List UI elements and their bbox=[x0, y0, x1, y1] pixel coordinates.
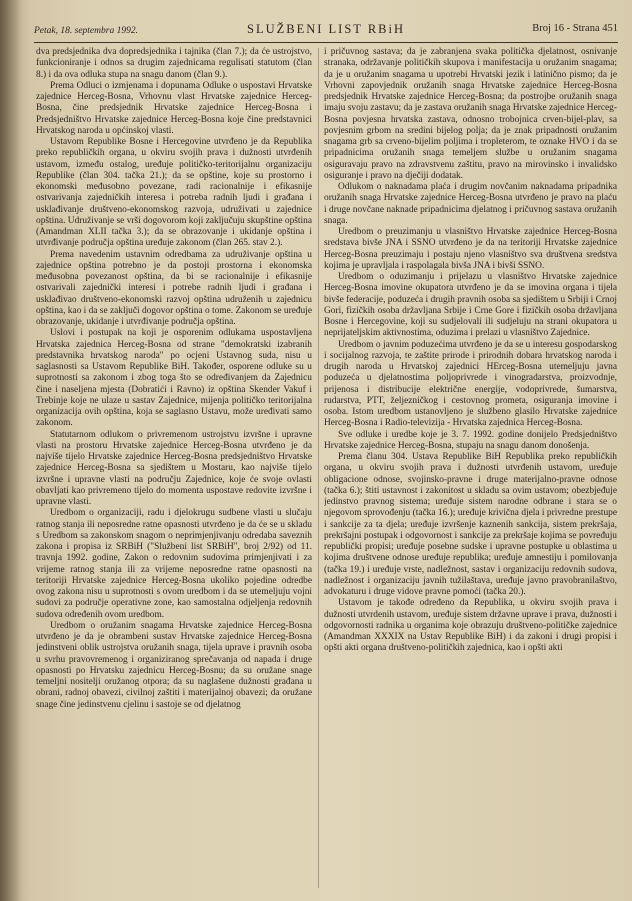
paragraph: Sve odluke i uredbe koje je 3. 7. 1992. godine donijelo Predsjedništvo Hrvatske zajednice Herceg-Bosna, stupaju na snagu danom donošenja. bbox=[324, 429, 617, 451]
header-date: Petak, 18. septembra 1992. bbox=[34, 26, 138, 36]
paragraph: Prema Odluci o izmjenama i dopunama Odluke o uspostavi Hrvatske zajednice Herceg-Bosna, Vrhovnu vlast Hrvatske zajednice Herceg-Bosna, čine predsjednik Hrvatske zajednice Herceg-Bosna i Predsjedništvo Hrvatske zajednice Herceg-Bosna koje čine predstavnici Hrvatskog naroda u općinskoj vlasti. bbox=[36, 80, 312, 136]
header-rule bbox=[34, 42, 618, 43]
column-divider bbox=[318, 48, 319, 888]
paragraph: Prema navedenim ustavnim odredbama za udruživanje opština u zajednice opština potrebno je da postoji prostorna i ekonomska međusobna povezanost opština, da bi se racionalnije i efikasnije ostvarivali zajednički interesi i potrebe radnih ljudi i građana i usklađivao društveno-ekonomski razvoj opština udruženih u zajednicu opština, kao i da se zaključi dogovor opština o tome. Zakonom se uređuje obrazovanje, ukidanje i utvrđivanje područja opština. bbox=[36, 249, 312, 327]
paragraph: Uredbom o javnim poduzećima utvrđeno je da se u interesu gospodarskog i socijalnog razvoja, te zaštite prirode i prirodnih dobara hrvatskog naroda i drugih naroda u Hrvatskoj zajednici HErceg-Bosna utemeljuju javna poduzeća u djelatnostima poljoprivrede i vinogradarstva, proizvodnje, prijenosa i distribucije električne energije, vodoprivrede, šumarstva, rudarstva, PTT, željezničkog i cestovnog prometa, osiguranja imovine i osoba. Istom uredbom ustanovljeno je službeno glasilo Hrvatske zajednice Herceg-Bosna i Radio-televizija - Hrvatska zajednica Herceg-Bosna. bbox=[324, 339, 617, 429]
paragraph: Odlukom o naknadama plaća i drugim novčanim naknadama pripadnika oružanih snaga Hrvatske zajednice Herceg-Bosna utvrđeno je pravo na plaću i druge novčane naknade pripadnicima djelatnog i pričuvnog sastava oružanih snaga. bbox=[324, 182, 617, 226]
paragraph: Uredbom o preuzimanju u vlasništvo Hrvatske zajednice Herceg-Bosna sredstava bivše JNA i SSNO utvrđeno je da na teritoriji Hrvatske zajednice Herceg-Bosna preuzimaju i postaju njeno vlasništvo sva društvena sredstva kojima je upravljala i raspolagala bivša JNA i bivši SSNO. bbox=[324, 227, 617, 271]
paragraph: Uredbom o organizaciji, radu i djelokrugu sudbene vlasti u slučaju ratnog stanja ili neposredne ratne opasnosti utvrđeno je da će se u skladu s Uredbom sa zakonskom snagom o neprimjenjivanju odredaba saveznih zakona i propisa iz SRBiH ("Službeni list SRBiH", broj 2/92) od 11. travnja 1992. godine, Zakon o redovnim sudovima primjenjivati i za vrijeme ratnog stanja ili za vrijeme neposredne ratne opasnosti na teritoriji Hrvatske zajednice Herceg-Bosna ukoliko pojedine odredbe ovog zakona nisu u suprotnosti s ovom uredbom i da se utemeljuju vojni sudovi za područje operativne zone, kao samostalna odjeljenja redovnih sudova određenih ovom uredbom. bbox=[36, 508, 312, 620]
paragraph: dva predsjednika dva dopredsjednika i tajnika (član 7.); da će ustrojstvo, funkcioniranje i odnos sa drugim zajednicama regulisati statutom (član 8.) i da ova odluka stupa na snagu danom (član 9.). bbox=[36, 47, 312, 80]
paragraph: Prema članu 304. Ustava Republike BiH Republika preko republičkih organa, u okviru svojih prava i dužnosti utvrđenih ustavom, uređuje obligacione odnose, svojinsko-pravne i druge materijalno-pravne odnose (tačka 6.); štiti ustavnost i zakonitost u skladu sa ovim ustavom; obezbjeđuje jedinstvo pravnog sistema; uređuje sistem narodne odbrane i stara se o njegovom sprovođenju (tačka 16.); uređuje krivična djela i privredne prestupe i sankcije za ta djela; uređuje izvršenje kaznenih sankcija, sistem prekršaja, prekršajni postupak i odgovornost i sankcije za prekršaje kojima se povređuju republički propisi; uređuje posebne sudske i upravne postupke u oblastima u kojima društvene odnose uređuje republika; uređuje amnestiju i pomilovanja (tačka 19.) i uređuje vrste, nadležnost, sastav i organizaciju redovnih sudova, nadležnost i organizaciju javnih tužilaštava, uređuje javno pravobranilaštvo, advokaturu i druge vidove pravne pomoći (tačka 20.). bbox=[324, 452, 617, 597]
paragraph: Ustavom je takođe određeno da Republika, u okviru svojih prava i dužnosti utvrdenih ustavom, uređuje sistem državne uprave i prava, dužnosti i odgovornosti radnika u organima koje obrazuju društveno-političke zajednice (Amandman XXXIX na Ustav Republike BiH) i da zakoni i drugi propisi i opšti akti organa društveno-političkih zajednica, kao i opšti akti bbox=[324, 598, 617, 654]
paragraph: Statutarnom odlukom o privremenom ustrojstvu izvršne i upravne vlasti na prostoru Hrvatske zajednice Herceg-Bosna utvrđeno je da najviše tijelo Hrvatske zajednice Herceg-Bosna predsjedništvo Hrvatske zajednice Herceg-Bosna sa sjedištem u Mostaru, kao najviše tijelo izvršne i upravne vlasti na području Zajednice, koje će svoje ovlasti obavljati kao privremeno tijelo do momenta uspostave redovite izvršne i upravne vlasti. bbox=[36, 429, 312, 507]
page-header bbox=[34, 20, 618, 38]
paragraph: Uredbom o oružanim snagama Hrvatske zajednice Herceg-Bosna utvrđeno je da je obrambeni sustav Hrvatske zajednice Herceg-Bosna jedinstveni oblik ustrojstva oružanih snaga, tijela uprave i pravnih osoba u svrhu pravovremenog i organiziranog sprečavanja od napada i druge opasnosti po Hrvatsku zajednicu Herceg-Bosnu; da su oružane snage temeljni nositelji oružanog otpora; da su naglašene dužnosti građana u obrani, radnoj obavezi, civilnoj zaštiti i materijalnoj obavezi; da oružane snage čine jedinstvenu cjelinu i sastoje se od djelatnog bbox=[36, 620, 312, 710]
paragraph: Uslovi i postupak na koji je osporenim odlukama uspostavljena Hrvatska zajednica Herceg-Bosna od strane "demokratski izabranih predstavnika hrvatskog naroda" po ocjeni Ustavnog suda, nisu u saglasnosti sa Ustavom Republike BiH. Također, osporene odluke su u suprotnosti sa zakonom i zbog toga što se određivanjem da Zajednicu čine i naseljena mjesta (Dobratići i Ravno) iz opština Skender Vakuf i Trebinje koje ne ulaze u sastav Zajednice, mijenja političko teritorijalna organizacija ovih opština, koja se saglasno Ustavu, može uređivati samo zakonom. bbox=[36, 328, 312, 429]
paragraph: i pričuvnog sastava; da je zabranjena svaka politička djelatnost, osnivanje stranaka, održavanje političkih skupova i manifestacija u oružanim snagama; da je u oružanim snagama u upotrebi Hrvatski jezik i latinično pismo; da je Vrhovni zapovjednik oružanih snaga Hrvatske zajednice Herceg-Bosna predsjednik Hrvatske zajednice Herceg-Bosna; da postrojbe oružanih snaga imaju svoju zastavu; da je zastava oružanih snaga Hrvatske zajednice Herceg-Bosna povjesna hrvatska zastava, odnosno trobojnica crven-bijel-plav, sa povjesnim grbom na sredini bijelog polja; da je znak pripadnosti oružanim snagama grb sa crveno-bijelim poljima i tropleterom, te oznake HVO i da se pripadnicima oružanih snaga temeljem službe u oružanim snagama osiguravaju pravo na zdravstvenu zaštitu, pravo na mirovinsko i invalidsko osiguranje i pravo na dječiji dodatak. bbox=[324, 47, 617, 181]
header-journal-title: SLUŽBENI LIST RBiH bbox=[247, 22, 405, 36]
left-column bbox=[36, 47, 312, 895]
paragraph: Uredbom o oduzimanju i prijelazu u vlasništvo Hrvatske zajednice Herceg-Bosna imovine okupatora utvrđeno je da se imovina organa i tijela bivše federacije, poduzeća i drugih pravnih osoba sa sjedištem u Srbiji i Crnoj Gori, fizičkih osoba državljana Srbije i Crne Gore i fizičkih osoba državljana Bosne i Hercegovine, koji su sudjelovali ili sudjeluju na strani okupatora u neprijateljskim aktivnostima, oduzima i prelazi u vlasništvo Zajednice. bbox=[324, 272, 617, 339]
page-gutter-shadow bbox=[0, 0, 22, 901]
paragraph: Ustavom Republike Bosne i Hercegovine utvrđeno je da Republika preko republičkih organa, u okviru svojih prava i dužnosti utvrđenih ustavom, između ostalog, uređuje političko-teritorijalnu organizaciju Republike (član 304. tačka 21.); da se opštine, koje su prostorno i ekonomski međusobno povezane, radi racionalnije i efikasnije ostvarivanja zajedničkih interesa i potreba radnih ljudi i građana i usklađivanje društveno-ekonomskog razvoja, udruživati u zajednice opština. Udruživanje se vrši dogovorom koji zaključuju skupštine opština (Amandman XLII tačka 3.); da se obrazovanje i ukidanje opština i utvrđivanje područja opština uređuje zakonom (član 265. stav 2.). bbox=[36, 137, 312, 249]
header-issue-page: Broj 16 - Strana 451 bbox=[532, 23, 618, 34]
right-column bbox=[324, 47, 617, 895]
